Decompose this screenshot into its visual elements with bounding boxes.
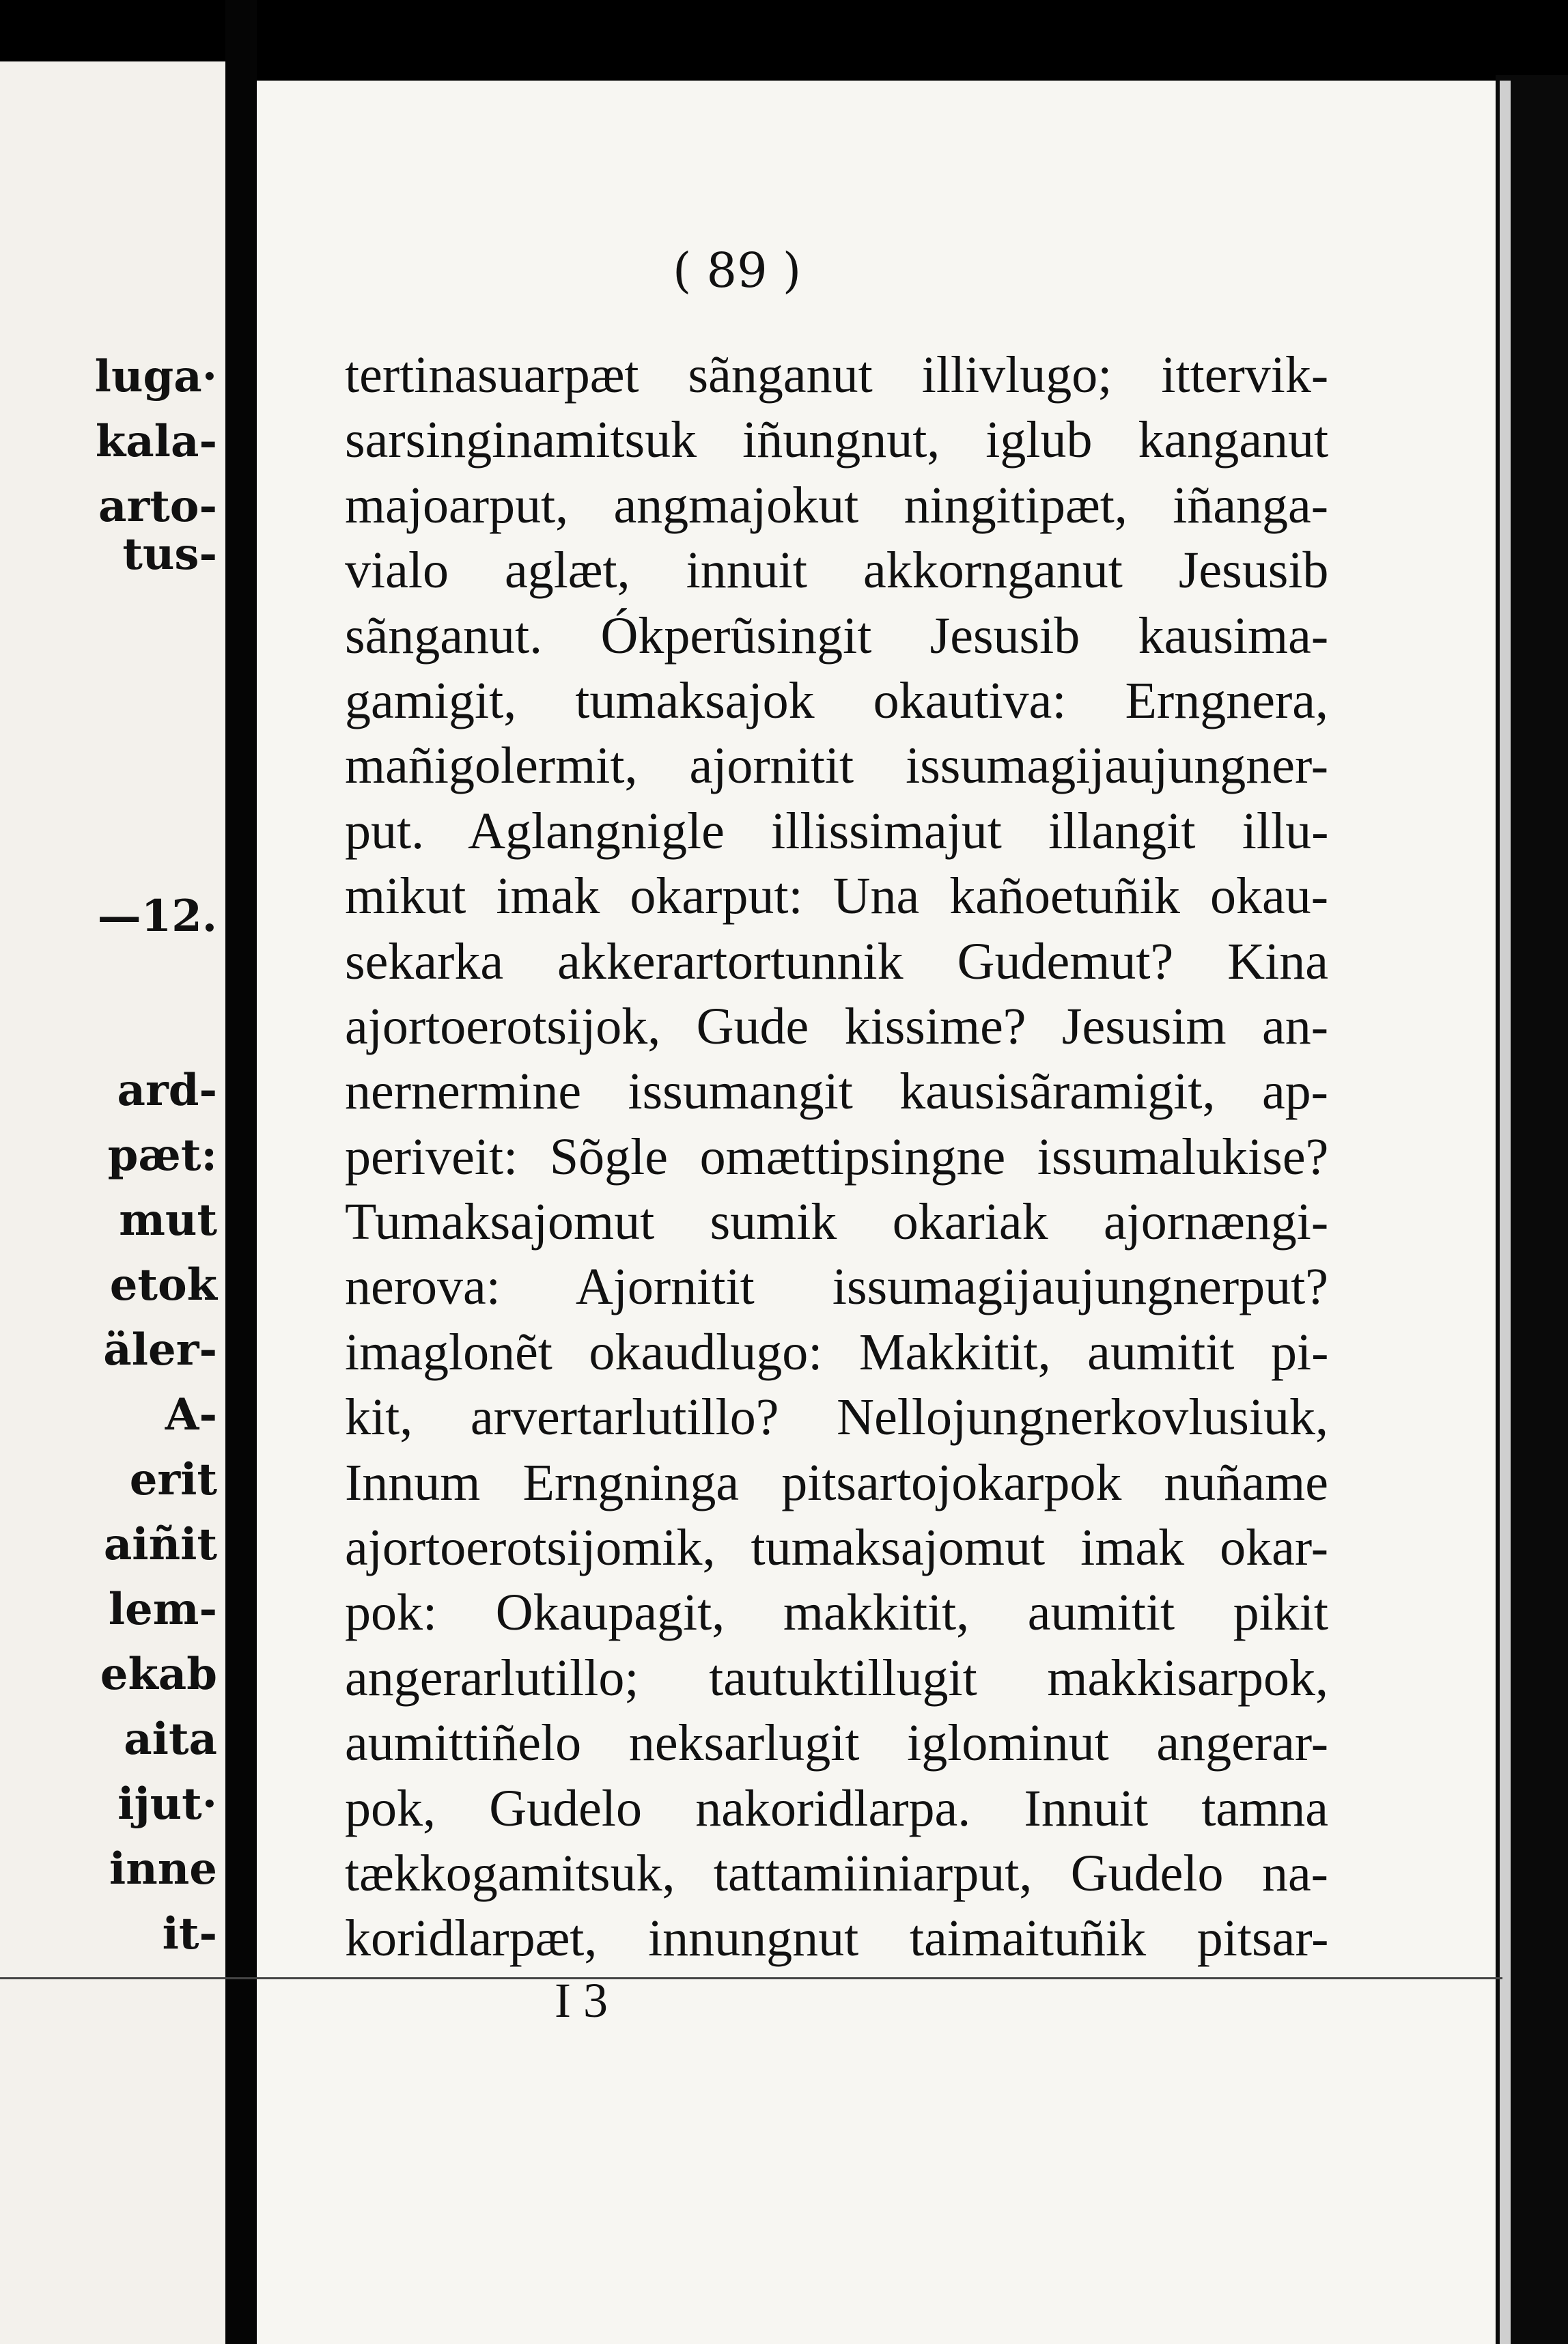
left-fragment-line: mut [119,1195,217,1246]
text-line: tertinasuarpæt sãnganut illivlugo; ittervik- [345,346,1328,404]
text-line: aumittiñelo neksarlugit iglominut angerar- [345,1714,1328,1772]
text-line: periveit: Sõgle omættipsingne issumalukise? [345,1128,1328,1186]
left-fragment-line: ijut· [117,1778,217,1830]
text-line: pok, Gudelo nakoridlarpa. Innuit tamna [345,1779,1328,1837]
text-line: imaglonẽt okaudlugo: Makkitit, aumitit pi- [345,1323,1328,1381]
left-fragment-line: —12. [97,891,217,942]
text-line: nernermine issumangit kausisãramigit, ap- [345,1063,1328,1121]
left-fragment-line: ekab [100,1649,217,1700]
page-number: ( 89 ) [673,242,802,298]
left-fragment-line: lem- [108,1584,217,1635]
text-line: ajortoerotsijomik, tumaksajomut imak okar- [345,1519,1328,1577]
left-fragment-line: A- [165,1389,217,1440]
text-line: koridlarpæt, innungnut taimaituñik pitsar- [345,1910,1328,1968]
left-fragment-line: aita [124,1714,217,1765]
left-fragment-line: tus- [122,529,217,580]
text-line: nerova: Ajornitit issumagijaujungnerput? [345,1258,1328,1316]
left-fragment-line: aiñit [103,1519,217,1570]
left-fragment-line: kala- [95,416,217,467]
left-page-fragment [0,61,225,2344]
signature-mark: I 3 [555,1973,608,2028]
text-line: sekarka akkerartortunnik Gudemut? Kina [345,932,1328,990]
bottom-rule [0,1977,1502,1979]
book-spine-gutter [225,0,257,2344]
text-line: tækkogamitsuk, tattamiiniarput, Gudelo na- [345,1844,1328,1902]
left-fragment-line: ard- [117,1065,217,1116]
left-fragment-line: erit [129,1454,217,1505]
left-fragment-line: äler- [103,1324,217,1376]
text-line: Tumaksajomut sumik okariak ajornængi- [345,1193,1328,1251]
text-line: mañigolermit, ajornitit issumagijaujungner- [345,737,1328,795]
text-line: sarsinginamitsuk iñungnut, iglub kanganut [345,411,1328,469]
text-line: sãnganut. Ókperũsingit Jesusib kausima- [345,606,1328,665]
text-line: kit, arvertarlutillo? Nellojungnerkovlusiuk, [345,1389,1328,1447]
text-line: ajortoerotsijok, Gude kissime? Jesusim an- [345,997,1328,1055]
text-line: Innum Erngninga pitsartojokarpok nuñame [345,1453,1328,1511]
left-fragment-line: arto- [98,481,217,532]
text-line: mikut imak okarput: Una kañoetuñik okau- [345,867,1328,925]
text-line: gamigit, tumaksajok okautiva: Erngnera, [345,671,1328,729]
text-line: angerarlutillo; tautuktillugit makkisarpok, [345,1649,1328,1707]
left-fragment-line: luga· [94,351,217,402]
left-fragment-line: pæt: [107,1130,217,1181]
left-fragment-line: it- [162,1908,217,1959]
text-line: put. Aglangnigle illissimajut illangit illu- [345,802,1328,860]
page-edge [1500,81,1511,2344]
left-fragment-line: inne [109,1843,217,1895]
text-line: vialo aglæt, innuit akkornganut Jesusib [345,542,1328,600]
text-line: pok: Okaupagit, makkitit, aumitit pikit [345,1584,1328,1642]
text-line: majoarput, angmajokut ningitipæt, iñanga- [345,476,1328,534]
left-fragment-line: etok [109,1259,217,1311]
body-text [345,343,1328,1972]
